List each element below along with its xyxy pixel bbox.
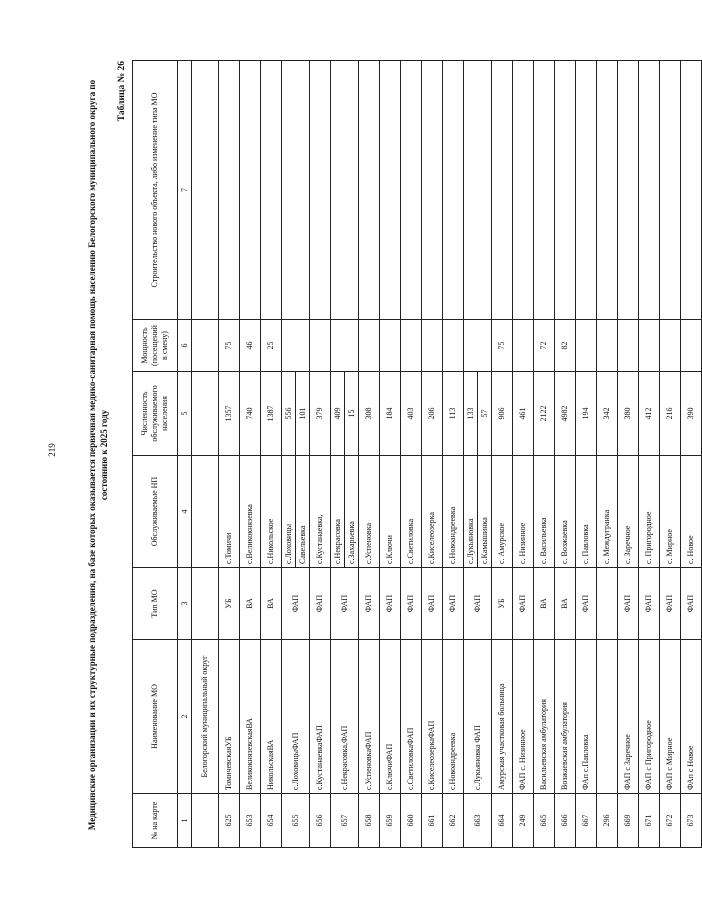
capacity-cell (681, 320, 702, 372)
map-number-cell: 661 (422, 794, 443, 848)
construction-cell (380, 61, 401, 320)
table-row (618, 61, 639, 848)
settlement-cell: с. Васильевка (534, 456, 555, 568)
construction-cell (597, 61, 618, 320)
table-row (597, 61, 618, 848)
population-cell: 133 (464, 372, 478, 456)
mo-name-cell: ФАп с Новое (681, 640, 702, 794)
table-header-row (133, 61, 178, 848)
capacity-cell (513, 320, 534, 372)
construction-cell (219, 61, 240, 320)
header-capacity: Мощность (посещений в смену) (133, 320, 178, 372)
table-row (681, 61, 702, 848)
population-cell: 906 (492, 372, 513, 456)
map-number-cell: 655 (282, 794, 310, 848)
map-number-cell: 656 (310, 794, 331, 848)
settlement-cell: с. Амурское (492, 456, 513, 568)
population-cell: 379 (310, 372, 331, 456)
header-mo-name: Наименование МО (133, 640, 178, 794)
mo-name-cell: с.УспеновкаФАП (359, 640, 380, 794)
settlement-cell: с. Новое (681, 456, 702, 568)
capacity-cell: 25 (261, 320, 282, 372)
mo-type-cell: ФАП (282, 568, 310, 640)
mo-name-cell: с.Некрасовка,ФАП (331, 640, 359, 794)
population-cell: 1387 (261, 372, 282, 456)
population-cell: 409 (331, 372, 345, 456)
map-number-cell: 665 (534, 794, 555, 848)
mo-name-cell (597, 640, 618, 794)
table-row (310, 61, 331, 848)
capacity-cell (660, 320, 681, 372)
mo-type-cell: ФАП (310, 568, 331, 640)
settlement-cell: с.Новоандреевка (443, 456, 464, 568)
column-number: 7 (178, 61, 192, 320)
column-number: 1 (178, 794, 192, 848)
map-number-cell: 669 (618, 794, 639, 848)
capacity-cell: 75 (219, 320, 240, 372)
mo-type-cell: ФАП (639, 568, 660, 640)
settlement-cell: с. Заречное (618, 456, 639, 568)
capacity-cell: 82 (555, 320, 576, 372)
map-number-cell: 671 (639, 794, 660, 848)
construction-cell (618, 61, 639, 320)
settlement-cell: с. Мирное (660, 456, 681, 568)
mo-type-cell: ВА (555, 568, 576, 640)
capacity-cell (192, 320, 219, 372)
population-cell: 740 (240, 372, 261, 456)
construction-cell (310, 61, 331, 320)
table-label: Таблица № 26 (117, 61, 127, 122)
mo-name-cell: с.КлючиФАП (380, 640, 401, 794)
construction-cell (513, 61, 534, 320)
capacity-cell (597, 320, 618, 372)
population-cell: 184 (380, 372, 401, 456)
construction-cell (261, 61, 282, 320)
capacity-cell (331, 320, 359, 372)
mo-name-cell: ФАп с.Павловка (576, 640, 597, 794)
mo-type-cell: ВА (261, 568, 282, 640)
mo-type-cell: ФАП (380, 568, 401, 640)
settlement-cell: Савельевка (296, 456, 310, 568)
mo-type-cell: ФАП (618, 568, 639, 640)
mo-type-cell (597, 568, 618, 640)
population-cell: 556 (282, 372, 296, 456)
construction-cell (576, 61, 597, 320)
capacity-cell: 72 (534, 320, 555, 372)
mo-name-cell: с.Новоандреевка (443, 640, 464, 794)
column-number: 6 (178, 320, 192, 372)
capacity-cell (576, 320, 597, 372)
header-construction: Строительство нового объекта, либо изменение типа МО (133, 61, 178, 320)
table-row (219, 61, 240, 848)
table-row (380, 61, 401, 848)
capacity-cell: 46 (240, 320, 261, 372)
construction-cell (464, 61, 492, 320)
mo-name-cell: Возжаевская амбулатория (555, 640, 576, 794)
map-number-cell: 660 (401, 794, 422, 848)
table-row (331, 61, 345, 848)
column-number: 5 (178, 372, 192, 456)
capacity-cell (422, 320, 443, 372)
settlement-cell: с.Киселеозерка (422, 456, 443, 568)
table-row (401, 61, 422, 848)
table-row (660, 61, 681, 848)
capacity-cell (282, 320, 310, 372)
mo-name-cell: с.КиселеозеркаФАП (422, 640, 443, 794)
table-row (464, 61, 478, 848)
map-number-cell: 663 (464, 794, 492, 848)
construction-cell (282, 61, 310, 320)
capacity-cell: 75 (492, 320, 513, 372)
table-row (422, 61, 443, 848)
map-number-cell: 654 (261, 794, 282, 848)
construction-cell (422, 61, 443, 320)
population-cell: 216 (660, 372, 681, 456)
capacity-cell (639, 320, 660, 372)
settlement-cell: с. Низинное (513, 456, 534, 568)
mo-type-cell: ФАП (464, 568, 492, 640)
map-number-cell: 672 (660, 794, 681, 848)
map-number-cell: 664 (492, 794, 513, 848)
settlement-cell: с. Возжаевка (555, 456, 576, 568)
mo-type-cell: ФАП (401, 568, 422, 640)
construction-cell (443, 61, 464, 320)
capacity-cell (380, 320, 401, 372)
settlement-cell: с.Великокнязевка (240, 456, 261, 568)
document-title: Медицинские организации и их структурные подразделения, на базе которых оказывается первичная медико-санитарная помощь населению Белогорского муниципального округа по состоянию к 2025 году (87, 79, 109, 831)
settlement-cell: с.Некрасовка (331, 456, 345, 568)
header-map-number: № на карте (133, 794, 178, 848)
column-number: 2 (178, 640, 192, 794)
table-row (513, 61, 534, 848)
construction-cell (401, 61, 422, 320)
mo-type-cell: ФАП (359, 568, 380, 640)
mo-name-cell: Васильевская амбулатория (534, 640, 555, 794)
mo-name-cell: ФАП с Мирное (660, 640, 681, 794)
mo-name-cell: ФАП с Пригородное (639, 640, 660, 794)
mo-type-cell: ФАП (513, 568, 534, 640)
mo-type-cell: УБ (492, 568, 513, 640)
header-settlements: Обслуживаемые НП (133, 456, 178, 568)
population-cell: 1357 (219, 372, 240, 456)
mo-name-cell: с.КустанаевкаФАП (310, 640, 331, 794)
column-number: 3 (178, 568, 192, 640)
mo-type-cell: ВА (534, 568, 555, 640)
mo-type-cell: ФАП (443, 568, 464, 640)
capacity-cell (359, 320, 380, 372)
settlement-cell: с.Томичи (219, 456, 240, 568)
population-cell: 390 (681, 372, 702, 456)
map-number-cell: 673 (681, 794, 702, 848)
population-cell: 101 (296, 372, 310, 456)
column-number-row (178, 61, 192, 848)
population-cell: 380 (618, 372, 639, 456)
construction-cell (681, 61, 702, 320)
construction-cell (331, 61, 359, 320)
region-name-cell: Белогорский муниципальный округ (192, 640, 219, 794)
settlement-cell: с.Ключи (380, 456, 401, 568)
table-row (639, 61, 660, 848)
mo-name-cell: с.ЛоховицыФАП (282, 640, 310, 794)
table-row (576, 61, 597, 848)
table-row (282, 61, 296, 848)
population-cell: 403 (401, 372, 422, 456)
mo-name-cell: с.СветиловкаФАП (401, 640, 422, 794)
population-cell: 2122 (534, 372, 555, 456)
table-body (192, 61, 702, 848)
capacity-cell (618, 320, 639, 372)
population-cell: 461 (513, 372, 534, 456)
table-row (240, 61, 261, 848)
page-number: 219 (47, 443, 57, 457)
settlement-cell: с.Никольское (261, 456, 282, 568)
construction-cell (359, 61, 380, 320)
map-number-cell: 659 (380, 794, 401, 848)
map-number-cell: 653 (240, 794, 261, 848)
rotated-document-body (86, 55, 695, 855)
construction-cell (555, 61, 576, 320)
construction-cell (639, 61, 660, 320)
settlement-cell: с.Кустанаевка, (310, 456, 331, 568)
table-row (443, 61, 464, 848)
settlement-cell: с.Камышинка (478, 456, 492, 568)
column-number: 4 (178, 456, 192, 568)
population-cell: 113 (443, 372, 464, 456)
population-cell: 15 (345, 372, 359, 456)
population-cell: 194 (576, 372, 597, 456)
table-row (492, 61, 513, 848)
table-row (261, 61, 282, 848)
mo-name-cell: НикольскаяВА (261, 640, 282, 794)
population-cell: 4982 (555, 372, 576, 456)
population-cell: 206 (422, 372, 443, 456)
construction-cell (534, 61, 555, 320)
settlement-cell: с.Захарьевка (345, 456, 359, 568)
population-cell: 412 (639, 372, 660, 456)
settlement-cell: с. Павловка (576, 456, 597, 568)
table-row (534, 61, 555, 848)
population-cell: 308 (359, 372, 380, 456)
map-number-cell: 625 (219, 794, 240, 848)
mo-name-cell: ТомичевскаяУБ (219, 640, 240, 794)
mo-type-cell: ВА (240, 568, 261, 640)
map-number-cell: 658 (359, 794, 380, 848)
mo-name-cell: ФАП с. Низинное (513, 640, 534, 794)
header-population: Численность обслуживаемого населения (133, 372, 178, 456)
region-row (192, 61, 219, 848)
medical-facilities-table (132, 60, 702, 848)
settlement-cell: с. Междугранка (597, 456, 618, 568)
map-number-cell: 249 (513, 794, 534, 848)
settlement-cell: с.Лоховицы (282, 456, 296, 568)
table-row (359, 61, 380, 848)
mo-name-cell: с.Лукьяновка ФАП (464, 640, 492, 794)
map-number-cell: 657 (331, 794, 359, 848)
settlement-cell: с.Успеновка (359, 456, 380, 568)
map-number-cell: 662 (443, 794, 464, 848)
table-row (555, 61, 576, 848)
mo-name-cell: ВеликокнязевскаяВА (240, 640, 261, 794)
mo-name-cell: ФАП с Заречное (618, 640, 639, 794)
mo-type-cell: ФАП (331, 568, 359, 640)
construction-cell (492, 61, 513, 320)
mo-name-cell: Амурская участковая больница (492, 640, 513, 794)
settlement-cell (192, 456, 219, 568)
construction-cell (192, 61, 219, 320)
population-cell: 57 (478, 372, 492, 456)
population-cell (192, 372, 219, 456)
header-mo-type: Тип МО (133, 568, 178, 640)
mo-type-cell: ФАП (660, 568, 681, 640)
capacity-cell (310, 320, 331, 372)
mo-type-cell (192, 568, 219, 640)
map-number-cell: 667 (576, 794, 597, 848)
map-number-cell: 666 (555, 794, 576, 848)
settlement-cell: с. Пригородное (639, 456, 660, 568)
capacity-cell (443, 320, 464, 372)
mo-type-cell: УБ (219, 568, 240, 640)
map-number-cell (192, 794, 219, 848)
construction-cell (240, 61, 261, 320)
population-cell: 342 (597, 372, 618, 456)
capacity-cell (401, 320, 422, 372)
settlement-cell: с.Лукьяновка (464, 456, 478, 568)
mo-type-cell: ФАП (576, 568, 597, 640)
map-number-cell: 296 (597, 794, 618, 848)
capacity-cell (464, 320, 492, 372)
construction-cell (660, 61, 681, 320)
mo-type-cell: ФАП (681, 568, 702, 640)
settlement-cell: с.Светиловка (401, 456, 422, 568)
mo-type-cell: ФАП (422, 568, 443, 640)
